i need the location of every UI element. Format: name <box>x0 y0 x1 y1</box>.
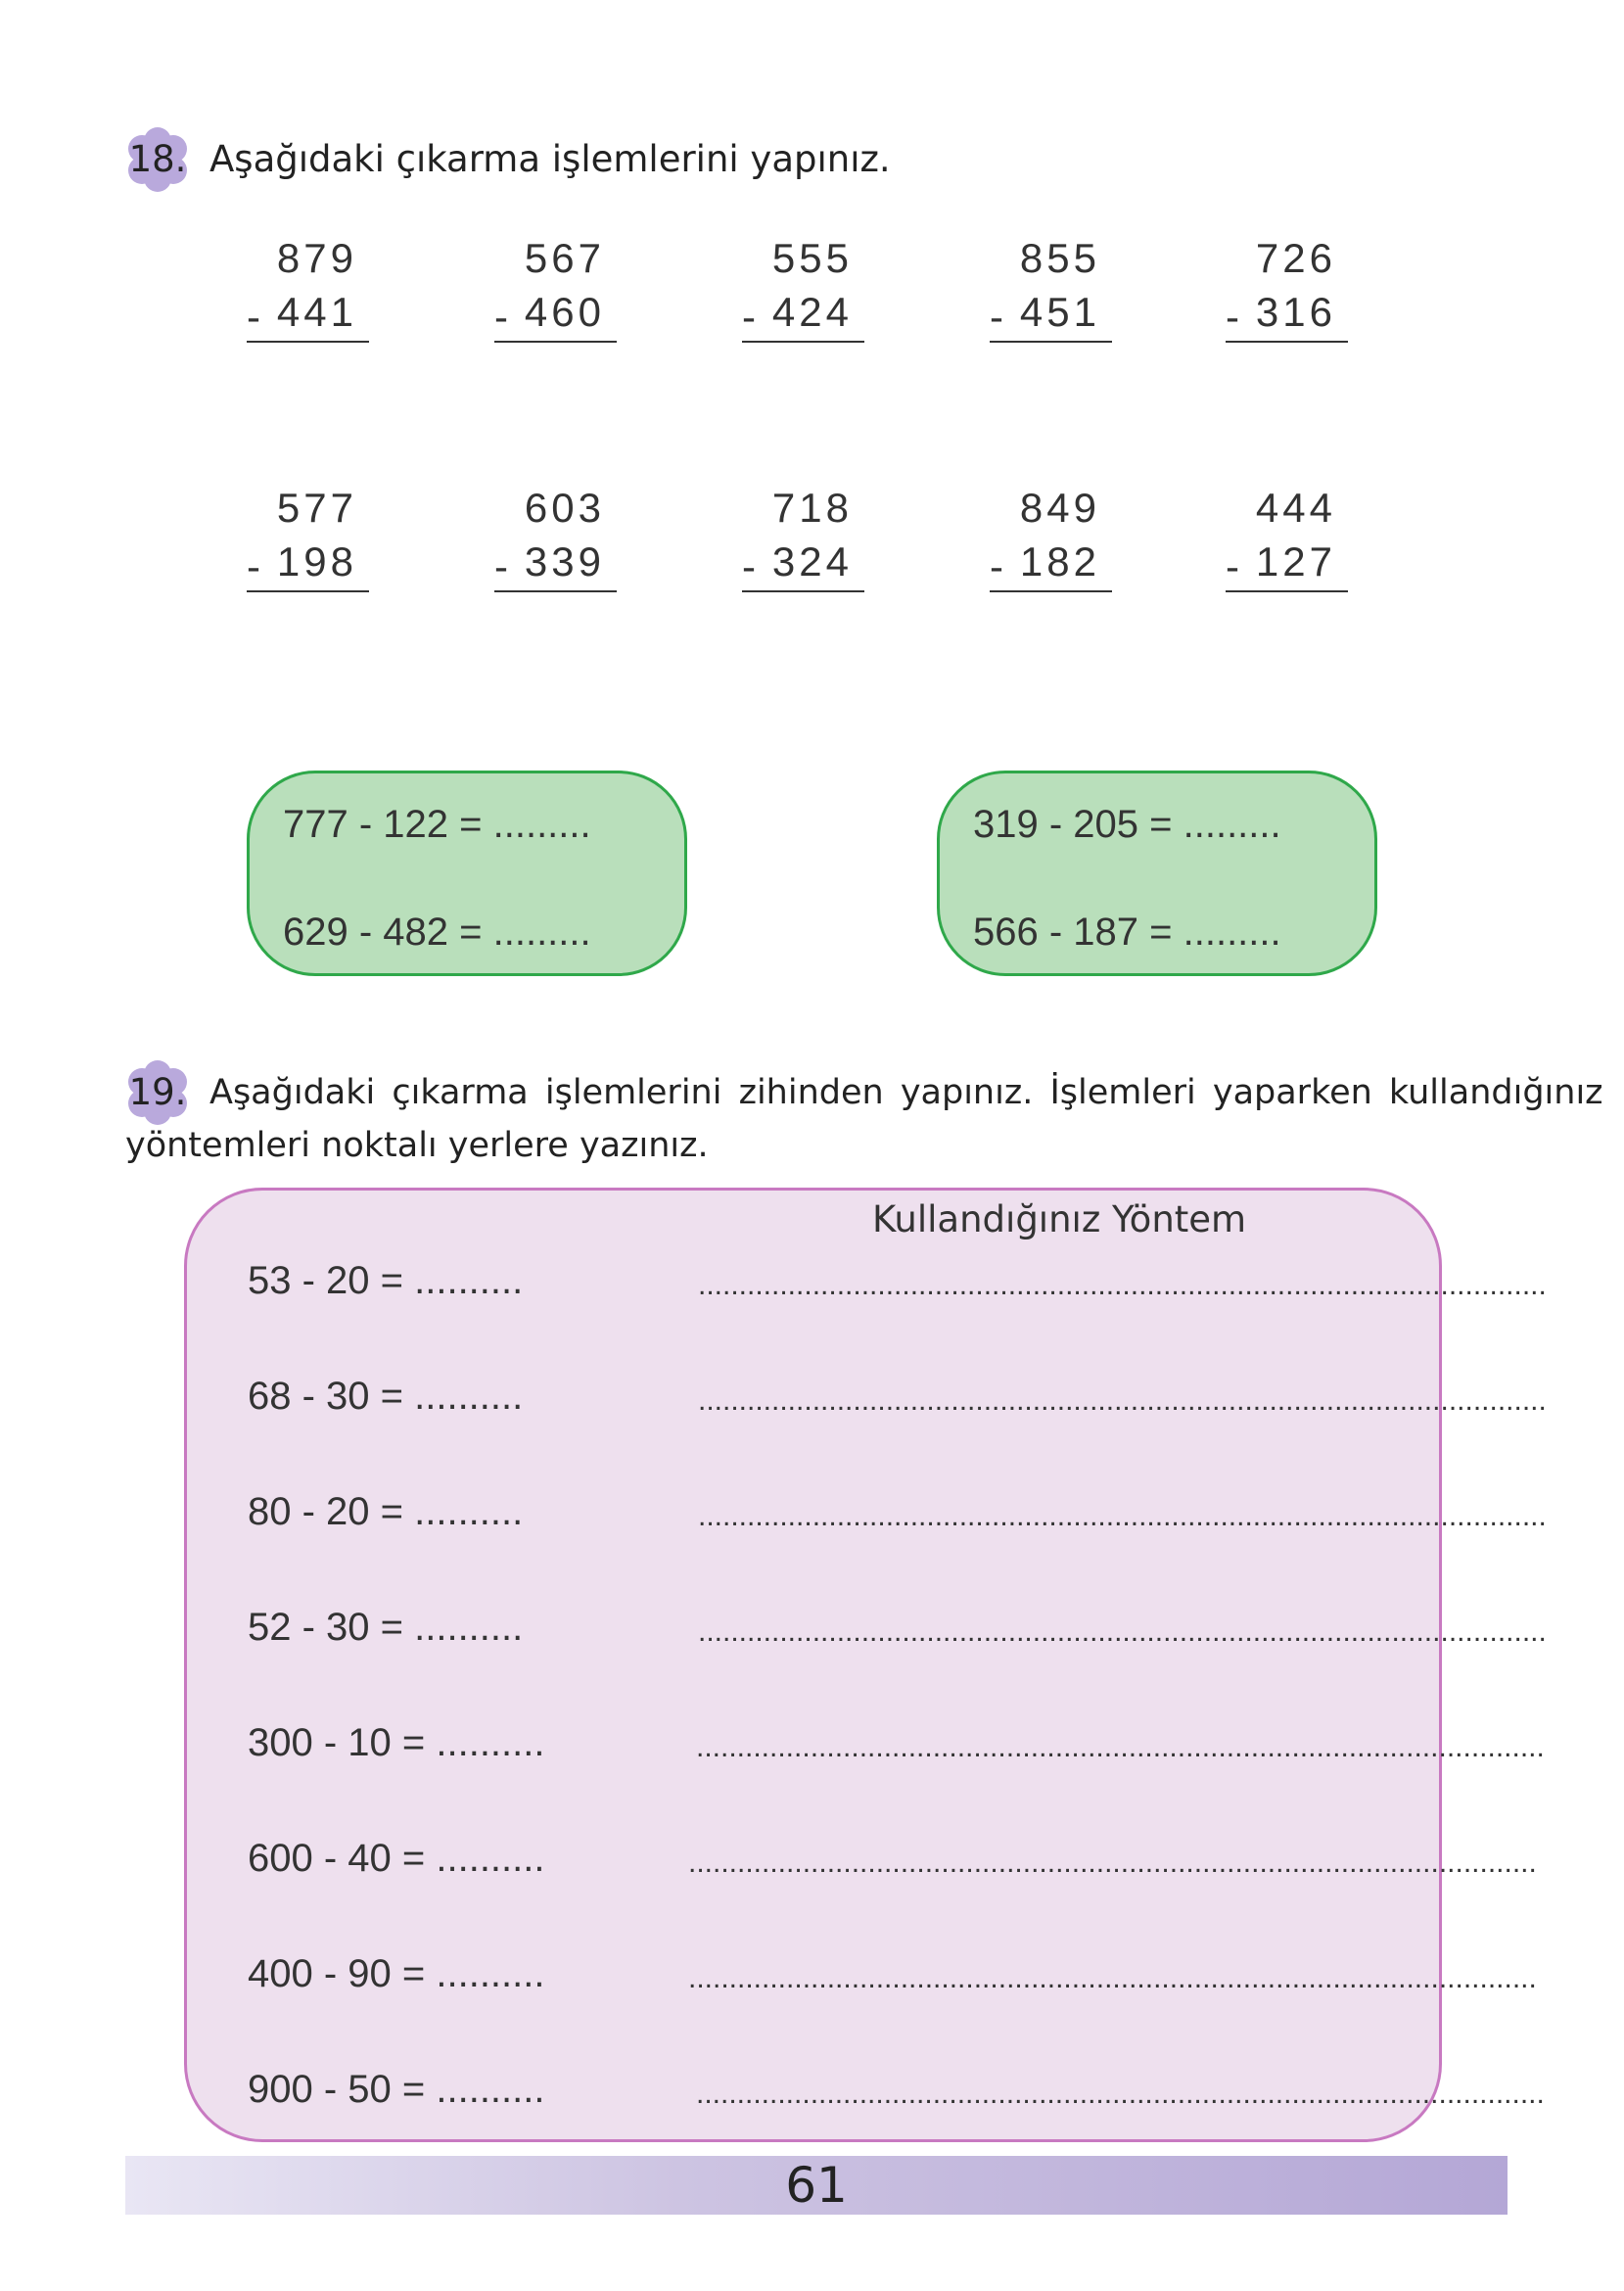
equation-line: 777 - 122 = ......... <box>283 803 591 846</box>
minuend: 555 <box>771 235 853 281</box>
minus-sign: - <box>1226 294 1239 340</box>
method-answer-line: ........................................................................................................ <box>698 1269 1547 1301</box>
subtrahend: 460 <box>524 289 605 335</box>
subtrahend: 182 <box>1019 538 1100 584</box>
subtrahend: 316 <box>1255 289 1336 335</box>
answer-line <box>247 341 369 343</box>
horizontal-subtraction-box <box>937 771 1377 976</box>
answer-line <box>742 590 864 592</box>
question-19-instruction-line-1: Aşağıdaki çıkarma işlemlerini zihinden yapınız. İşlemleri yaparken kullandığınız <box>209 1073 1603 1112</box>
subtrahend: 339 <box>524 538 605 584</box>
equation-line: 566 - 187 = ......... <box>973 911 1281 954</box>
subtrahend: 441 <box>276 289 357 335</box>
subtraction-problem <box>494 235 617 343</box>
answer-line <box>990 341 1112 343</box>
subtraction-problem <box>990 485 1112 592</box>
equation-row: 300 - 10 = .......... <box>248 1721 545 1764</box>
subtrahend: 198 <box>276 538 357 584</box>
minus-sign: - <box>247 294 260 340</box>
minus-sign: - <box>494 294 508 340</box>
subtrahend: 424 <box>771 289 853 335</box>
equation-row: 80 - 20 = .......... <box>248 1490 524 1533</box>
question-19-badge <box>125 1060 190 1125</box>
minus-sign: - <box>742 543 756 589</box>
answer-line <box>247 590 369 592</box>
minuend: 726 <box>1255 235 1336 281</box>
subtraction-problem <box>990 235 1112 343</box>
method-answer-line: ........................................................................................................ <box>688 1962 1537 1994</box>
subtrahend: 451 <box>1019 289 1100 335</box>
method-answer-line: ........................................................................................................ <box>698 1384 1547 1417</box>
minuend: 577 <box>276 485 357 531</box>
method-answer-line: ........................................................................................................ <box>696 1731 1545 1763</box>
question-number: 18. <box>128 138 187 180</box>
equation-row: 52 - 30 = .......... <box>248 1606 524 1649</box>
answer-line <box>494 590 617 592</box>
minuend: 603 <box>524 485 605 531</box>
minus-sign: - <box>494 543 508 589</box>
method-answer-line: ........................................................................................................ <box>688 1847 1537 1879</box>
answer-line <box>1226 590 1348 592</box>
subtraction-problem <box>742 485 864 592</box>
minuend: 567 <box>524 235 605 281</box>
method-column-header: Kullandığınız Yöntem <box>872 1198 1247 1240</box>
minus-sign: - <box>742 294 756 340</box>
question-number: 19. <box>128 1071 187 1113</box>
subtraction-problem <box>494 485 617 592</box>
answer-line <box>742 341 864 343</box>
equation-row: 900 - 50 = .......... <box>248 2068 545 2111</box>
subtrahend: 127 <box>1255 538 1336 584</box>
minus-sign: - <box>990 543 1003 589</box>
page-number: 61 <box>785 2157 848 2214</box>
minuend: 718 <box>771 485 853 531</box>
answer-line <box>494 341 617 343</box>
subtraction-problem <box>1226 235 1348 343</box>
method-answer-line: ........................................................................................................ <box>698 1500 1547 1532</box>
subtraction-problem <box>742 235 864 343</box>
equation-line: 319 - 205 = ......... <box>973 803 1281 846</box>
minuend: 444 <box>1255 485 1336 531</box>
answer-line <box>1226 341 1348 343</box>
question-18-instruction: Aşağıdaki çıkarma işlemlerini yapınız. <box>209 138 891 180</box>
minus-sign: - <box>990 294 1003 340</box>
minuend: 855 <box>1019 235 1100 281</box>
question-18-badge <box>125 127 190 192</box>
answer-line <box>990 590 1112 592</box>
minuend: 879 <box>276 235 357 281</box>
method-answer-line: ........................................................................................................ <box>698 1615 1547 1648</box>
equation-line: 629 - 482 = ......... <box>283 911 591 954</box>
minuend: 849 <box>1019 485 1100 531</box>
equation-row: 68 - 30 = .......... <box>248 1375 524 1418</box>
equation-row: 600 - 40 = .......... <box>248 1837 545 1880</box>
page-footer-bar <box>125 2156 1508 2215</box>
minus-sign: - <box>247 543 260 589</box>
equation-row: 400 - 90 = .......... <box>248 1952 545 1995</box>
subtraction-problem <box>1226 485 1348 592</box>
mental-subtraction-box <box>184 1188 1547 2142</box>
method-answer-line: ........................................................................................................ <box>696 2078 1545 2110</box>
horizontal-subtraction-box <box>247 771 687 976</box>
question-19-instruction-line-2: yöntemleri noktalı yerlere yazınız. <box>125 1126 709 1165</box>
subtrahend: 324 <box>771 538 853 584</box>
subtraction-problem <box>247 485 369 592</box>
equation-row: 53 - 20 = .......... <box>248 1259 524 1302</box>
minus-sign: - <box>1226 543 1239 589</box>
subtraction-problem <box>247 235 369 343</box>
